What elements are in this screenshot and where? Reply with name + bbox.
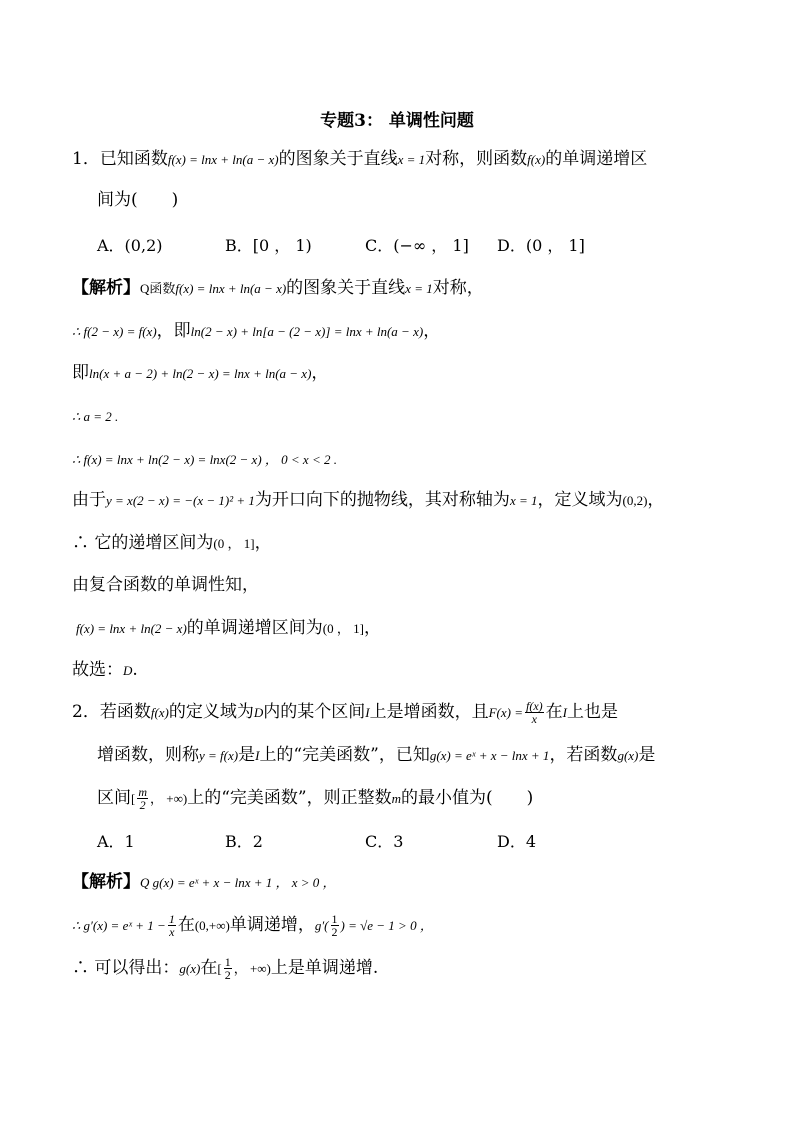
formula: f(x) <box>150 705 169 720</box>
formula: x = 1 <box>397 152 426 167</box>
text: 2．若函数 <box>72 702 151 722</box>
question-2-line-2 <box>97 744 655 767</box>
text: ， <box>311 363 329 383</box>
formula: ∴ a = 2 . <box>72 409 119 424</box>
solution-1-line-7 <box>72 532 272 555</box>
formula: F(x) = <box>488 705 524 720</box>
formula: (0,2) <box>622 493 648 508</box>
text: 的单调递增区 <box>545 149 648 169</box>
denominator: x <box>169 925 175 939</box>
text: 的定义域为 <box>168 702 254 722</box>
formula: ∴ f(x) = lnx + ln(2 − x) = lnx(2 − x) ， 0 < x < 2 . <box>72 452 337 467</box>
question-2-line-1 <box>72 700 618 725</box>
answer: D <box>123 663 133 678</box>
text: 的图象关于直线 <box>286 278 406 298</box>
text: 即 <box>72 363 89 383</box>
formula: x = 1 <box>405 281 433 296</box>
text: ，若函数 <box>549 745 618 765</box>
formula: f(x) = lnx + ln(a − x) <box>175 281 287 296</box>
text: 上的“完美函数”，已知 <box>259 745 430 765</box>
text: 的单调递增区间为 <box>186 618 323 638</box>
solution-1-line-1 <box>72 277 484 300</box>
formula: Q g(x) = eˣ + x − lnx + 1 ， x > 0 ， <box>140 875 336 890</box>
formula: x = 1 <box>509 493 538 508</box>
formula: g(x) = eˣ + x − lnx + 1 <box>429 748 550 763</box>
formula: ) = √e − 1 > 0 ， <box>340 918 433 933</box>
fraction <box>224 956 232 981</box>
question-2-line-3 <box>97 786 533 811</box>
text: 单调递增， <box>229 915 315 935</box>
text: ， <box>363 618 381 638</box>
solution-1-line-2 <box>72 320 440 343</box>
question-1-options <box>97 233 585 256</box>
text: 对称， <box>432 278 484 298</box>
text: 在 <box>200 958 218 978</box>
option-c: C．(−∞ ， 1] <box>365 236 469 255</box>
bracket: [ <box>131 791 136 806</box>
formula: (0 ， 1] <box>322 621 364 636</box>
text: 上是单调递增. <box>270 958 379 978</box>
text: 上的“完美函数”，则正整数 <box>187 788 392 808</box>
option-a: A．1 <box>97 832 135 851</box>
text: 的最小值为( ) <box>400 788 534 808</box>
formula: ， +∞) <box>150 791 188 806</box>
question-1-line-2: 间为( ) <box>97 190 179 210</box>
solution-1-line-5 <box>72 448 337 471</box>
formula: g(x) <box>179 961 201 976</box>
question-1-line-1 <box>72 148 647 171</box>
option-a: A．(0,2) <box>97 236 163 255</box>
question-2-options <box>97 829 536 852</box>
solution-1-line-6 <box>72 489 664 512</box>
text: ， <box>647 490 665 510</box>
text: 上是增函数，且 <box>369 702 489 722</box>
solution-1-line-10 <box>72 659 138 682</box>
text: ， <box>423 321 441 341</box>
numerator: 1 <box>331 912 338 926</box>
text: 在 <box>545 702 563 722</box>
formula: f(x) <box>527 152 546 167</box>
option-d: D．(0 ， 1] <box>497 236 585 255</box>
formula: f(x) = lnx + ln(2 − x) <box>76 621 187 636</box>
solution-1-line-3 <box>72 362 328 385</box>
formula: ， +∞) <box>233 961 271 976</box>
solution-1-line-4 <box>72 405 118 428</box>
solution-1-line-8: 由复合函数的单调性知， <box>72 575 259 595</box>
option-b: B．2 <box>225 832 263 851</box>
formula: f(x) = lnx + ln(a − x) <box>167 152 279 167</box>
text: ，即 <box>156 321 191 341</box>
text: Q函数 <box>140 281 176 296</box>
option-b: B．[0 ， 1) <box>225 236 312 255</box>
formula: (0 ， 1] <box>213 536 255 551</box>
text: 是 <box>638 745 656 765</box>
text: 对称，则函数 <box>425 149 528 169</box>
solution-2-line-1 <box>72 871 336 894</box>
formula: y = x(2 − x) = −(x − 1)² + 1 <box>106 493 255 508</box>
solution-2-line-2 <box>72 913 433 938</box>
text: 是 <box>238 745 256 765</box>
formula: ∴ f(2 − x) = f(x) <box>72 324 157 339</box>
solution-1-line-9 <box>76 617 381 640</box>
formula: I <box>562 705 568 720</box>
analysis-label: 【解析】 <box>72 278 140 298</box>
solution-2-line-3 <box>72 956 378 981</box>
option-c: C．3 <box>365 832 404 851</box>
denominator: 2 <box>224 968 231 982</box>
formula: g′( <box>314 918 329 933</box>
numerator: m <box>138 785 148 799</box>
denominator: 2 <box>331 925 338 939</box>
bracket: [ <box>217 961 222 976</box>
analysis-label: 【解析】 <box>72 872 140 892</box>
text: 由于 <box>72 490 106 510</box>
text: 的图象关于直线 <box>278 149 398 169</box>
formula: I <box>255 748 260 763</box>
text: 在 <box>177 915 195 935</box>
text: 内的某个区间 <box>263 702 366 722</box>
option-d: D．4 <box>497 832 537 851</box>
numerator: 1 <box>168 912 175 926</box>
text: 上也是 <box>567 702 619 722</box>
fraction <box>525 700 544 725</box>
formula: ln(x + a − 2) + ln(2 − x) = lnx + ln(a − x) <box>89 366 312 381</box>
text: ， <box>254 533 272 553</box>
text: 故选： <box>72 660 123 680</box>
fraction <box>137 786 148 811</box>
denominator: 2 <box>139 798 146 812</box>
formula: y = f(x) <box>199 748 239 763</box>
numerator: 1 <box>224 955 231 969</box>
formula: D <box>253 705 264 720</box>
text: . <box>132 660 138 680</box>
text: ∴ 它的递增区间为 <box>72 533 214 553</box>
formula: (0,+∞) <box>194 918 230 933</box>
formula: ∴ g′(x) = eˣ + 1 − <box>72 918 166 933</box>
numerator: f(x) <box>526 699 543 713</box>
text: 增函数，则称 <box>97 745 199 765</box>
fraction <box>331 913 339 938</box>
page-title: 专题3： 单调性问题 <box>320 111 474 131</box>
text: 为开口向下的抛物线，其对称轴为 <box>254 490 510 510</box>
text: ∴ 可以得出： <box>72 958 180 978</box>
formula: m <box>391 791 401 806</box>
text: 1．已知函数 <box>72 149 168 169</box>
fraction <box>168 913 176 938</box>
text: 区间 <box>97 788 131 808</box>
formula: g(x) <box>617 748 639 763</box>
denominator: x <box>531 712 537 726</box>
text: ，定义域为 <box>537 490 623 510</box>
formula: I <box>365 705 370 720</box>
formula: ln(2 − x) + ln[a − (2 − x)] = lnx + ln(a − x) <box>190 324 424 339</box>
